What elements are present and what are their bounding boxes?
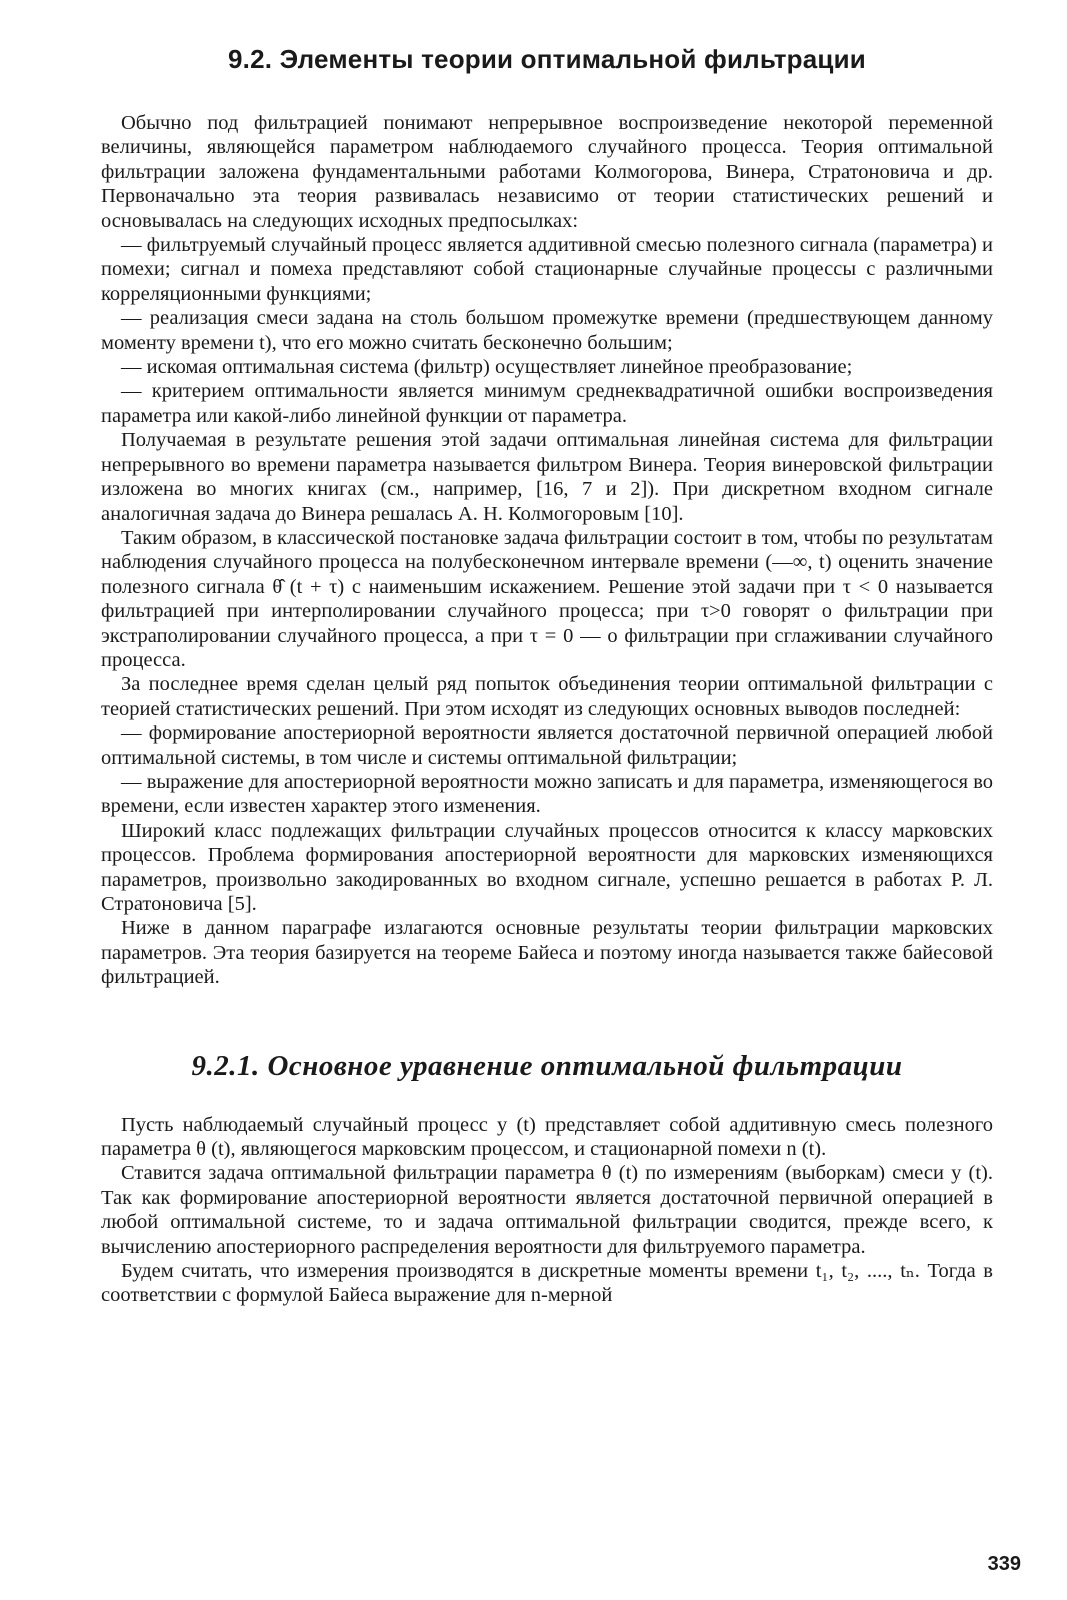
- list-item: — критерием оптимальности является минимум среднеквадратичной ошибки воспроизведения параметра или какой-либо линейной функции от параметра.: [101, 380, 993, 427]
- paragraph: Таким образом, в классической постановке задача фильтрации состоит в том, чтобы по результатам наблюдения случайного процесса на полубесконечном интервале времени (—∞, t) оценить значение полезного сигнала θ̂ (t + τ) с наименьшим искажением. Решение этой задачи при τ < 0 называется фильтрацией при интерполировании случайного процесса; при τ>0 говорят о фильтрации при экстраполировании случайного процесса, а при τ = 0 — о фильтрации при сглаживании случайного процесса.: [101, 526, 993, 671]
- list-item: — искомая оптимальная система (фильтр) осуществляет линейное преобразование;: [121, 356, 853, 379]
- page-content: [101, 44, 993, 1308]
- paragraph: Обычно под фильтрацией понимают непрерывное воспроизведение некоторой переменной величины, являющейся параметром наблюдаемого случайного процесса. Теория оптимальной фильтрации заложена фундаментальными работами Колмогорова, Винера, Стратоновича и др. Первоначально эта теория развивалась независимо от теории статистических решений и основывалась на следующих исходных предпосылках:: [101, 112, 993, 232]
- paragraph: Ниже в данном параграфе излагаются основные результаты теории фильтрации марковских параметров. Эта теория базируется на теореме Байеса и поэтому иногда называется также байесовой фильтрацией.: [101, 917, 993, 989]
- list-item: — выражение для апостериорной вероятности можно записать и для параметра, изменяющегося во времени, если известен характер этого изменения.: [101, 770, 993, 818]
- paragraph: Ставится задача оптимальной фильтрации параметра θ (t) по измерениям (выборкам) смеси y (t). Так как формирование апостериорной вероятности является достаточной первичной операцией в любой оптимальной системе, то и задача оптимальной фильтрации сводится, прежде всего, к вычислению апостериорного распределения вероятности для фильтруемого параметра.: [101, 1162, 993, 1258]
- paragraph: Будем считать, что измерения производятся в дискретные моменты времени t₁, t₂, ...., tₙ. Тогда в соответствии с формулой Байеса выражение для n-мерной: [101, 1260, 993, 1307]
- list-item: — фильтруемый случайный процесс является аддитивной смесью полезного сигнала (параметра) и помехи; сигнал и помеха представляют собой стационарные случайные процессы с различными корреляционными функциями;: [101, 234, 993, 305]
- list-item: — формирование апостериорной вероятности является достаточной первичной операцией любой оптимальной системы, в том числе и системы оптимальной фильтрации;: [101, 722, 993, 769]
- page-number: 339: [987, 1553, 1021, 1575]
- list-item: — реализация смеси задана на столь большом промежутке времени (предшествующем данному моменту времени t), что его можно считать бесконечно большим;: [101, 307, 993, 354]
- paragraph: За последнее время сделан целый ряд попыток объединения теории оптимальной фильтрации с теорией статистических решений. При этом исходят из следующих основных выводов последней:: [101, 673, 993, 720]
- subsection-title: 9.2.1. Основное уравнение оптимальной фильтрации: [191, 1049, 903, 1082]
- paragraph: Широкий класс подлежащих фильтрации случайных процессов относится к классу марковских процессов. Проблема формирования апостериорной вероятности для марковских изменяющихся параметров, произвольно закодированных во входном сигнале, успешно решается в работах Р. Л. Стратоновича [5].: [101, 819, 993, 915]
- section-title: 9.2. Элементы теории оптимальной фильтрации: [228, 44, 866, 74]
- paragraph: Получаемая в результате решения этой задачи оптимальная линейная система для фильтрации непрерывного во времени параметра называется фильтром Винера. Теория винеровской фильтрации изложена во многих книгах (см., например, [16, 7 и 2]). При дискретном входном сигнале аналогичная задача до Винера решалась А. Н. Колмогоровым [10].: [101, 429, 993, 525]
- paragraph: Пусть наблюдаемый случайный процесс y (t) представляет собой аддитивную смесь полезного параметра θ (t), являющегося марковским процессом, и стационарной помехи n (t).: [101, 1113, 993, 1161]
